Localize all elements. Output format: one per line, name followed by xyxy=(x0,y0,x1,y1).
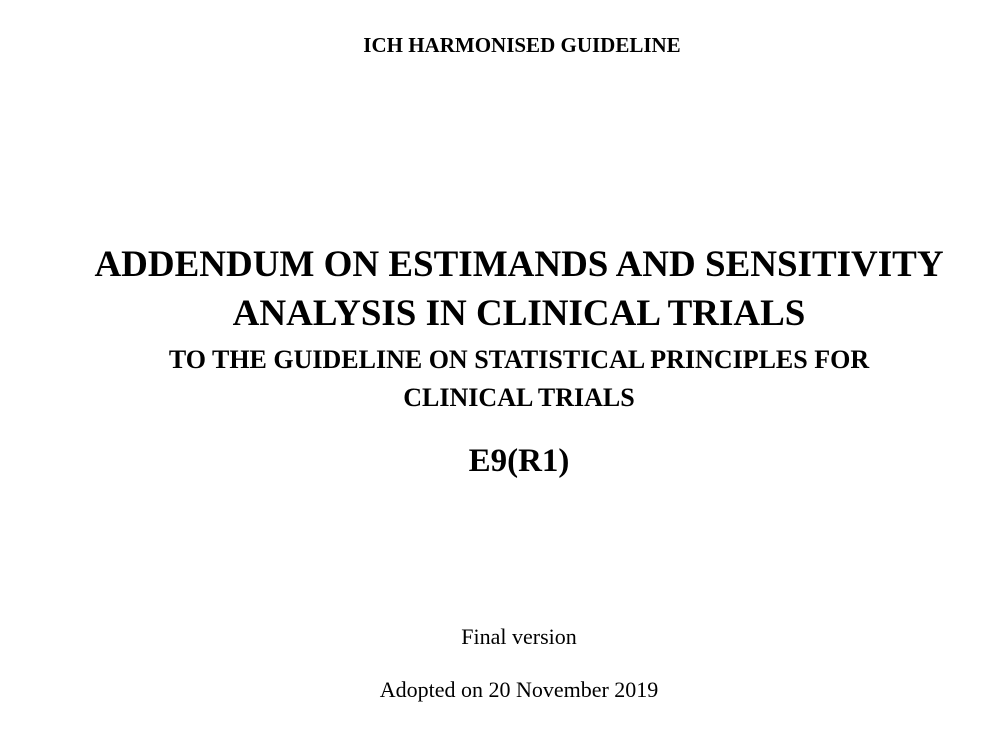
guideline-code: E9(R1) xyxy=(468,443,570,479)
adoption-date: Adopted on 20 November 2019 xyxy=(379,677,659,702)
subtitle-line-1: TO THE GUIDELINE ON STATISTICAL PRINCIPLES FOR xyxy=(168,345,870,374)
subtitle-line-2: CLINICAL TRIALS xyxy=(403,383,635,412)
version-label: Final version xyxy=(461,624,577,649)
main-title-line-2: ANALYSIS IN CLINICAL TRIALS xyxy=(232,293,806,334)
guideline-header: ICH HARMONISED GUIDELINE xyxy=(363,33,681,57)
title-block xyxy=(0,240,1006,481)
main-title-line-1: ADDENDUM ON ESTIMANDS AND SENSITIVITY xyxy=(94,244,944,285)
